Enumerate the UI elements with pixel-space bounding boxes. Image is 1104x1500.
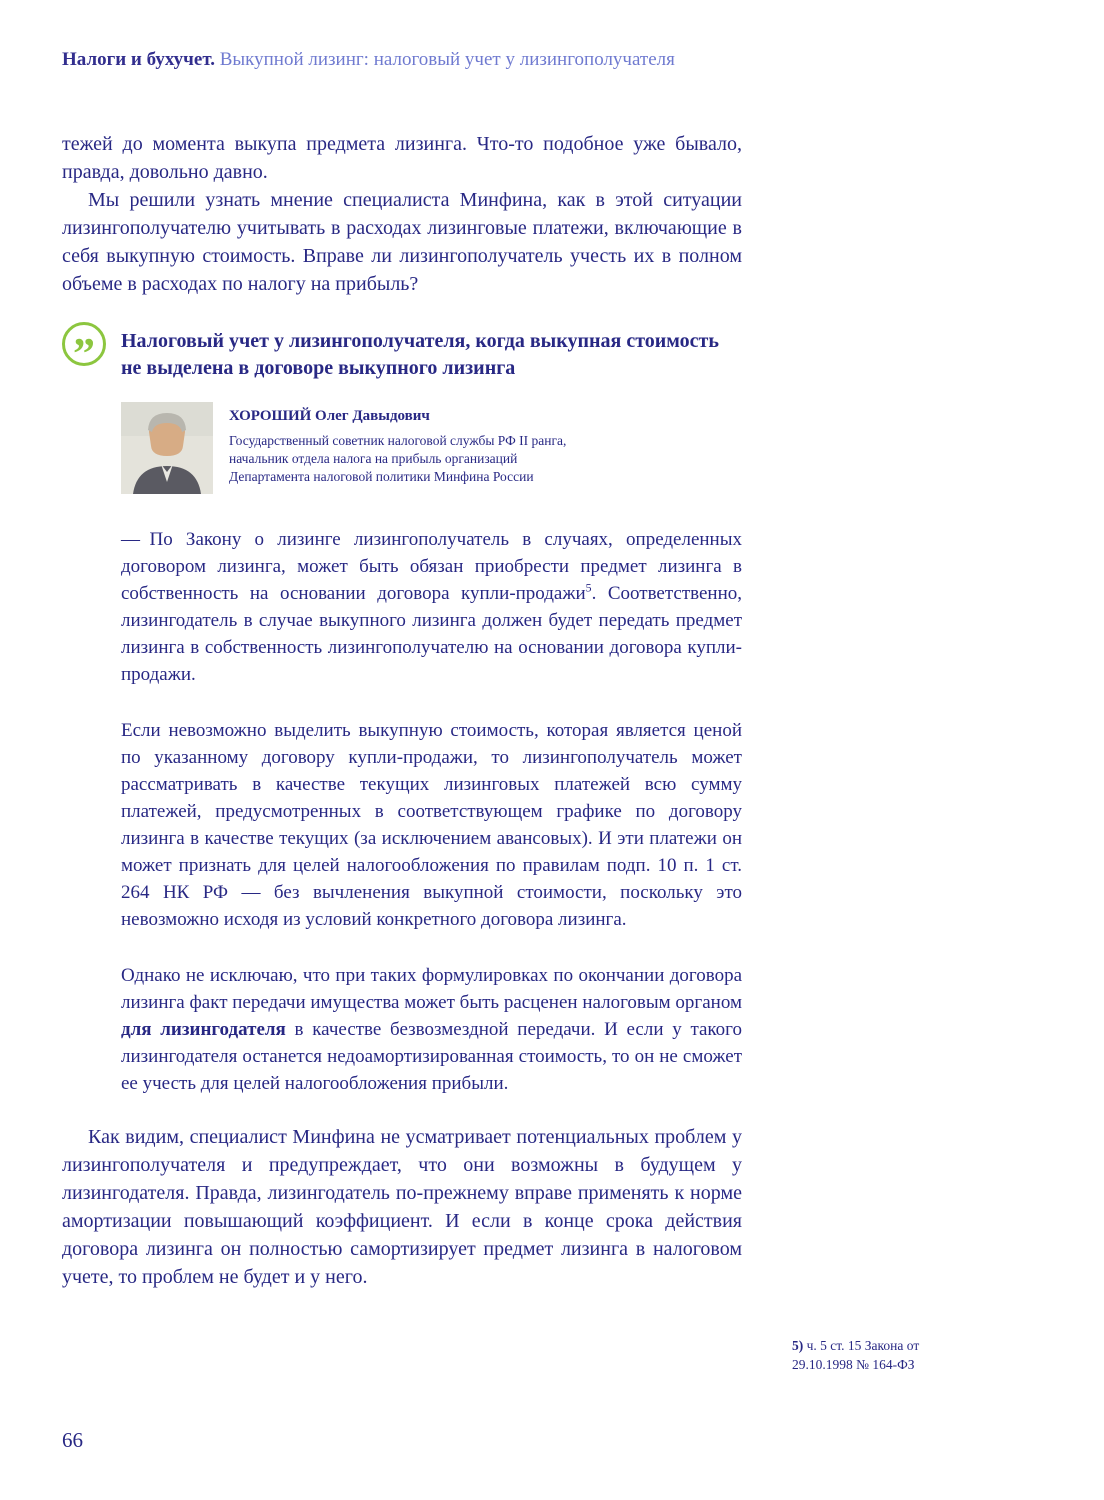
expert-block — [121, 402, 742, 494]
footnote-text: ч. 5 ст. 15 Закона от 29.10.1998 № 164-ФЗ — [792, 1338, 920, 1372]
portrait-placeholder-image — [121, 402, 213, 494]
quote-paragraph-3 — [121, 962, 742, 1097]
footnote-reference-5: 5 — [585, 581, 592, 595]
intro-paragraph-2: Мы решили узнать мнение специалиста Минфина, как в этой ситуации лизингополучателю учитывать в расходах лизинговые платежи, включающие в себя выкупную стоимость. Вправе ли лизингополучатель учесть их в полном объеме в расходах по налогу на прибыль? — [62, 189, 742, 295]
expert-title-line-3: Департамента налоговой политики Минфина России — [229, 469, 534, 484]
running-header — [62, 48, 742, 72]
page-number: 66 — [62, 1428, 83, 1452]
quote-p3-text: Однако не исключаю, что при таких формулировках по окончании договора лизинга факт передачи имущества может быть расценен налоговым органом — [121, 965, 742, 1013]
quote-content — [121, 322, 742, 1097]
quote-icon: ” — [62, 322, 106, 366]
quote-p1-text: — По Закону о лизинге лизингополучатель в случаях, определенных договором лизинга, может быть обязан приобрести предмет лизинга в собственность на основании договора купли-продажи — [121, 529, 742, 604]
expert-title-line-2: начальник отдела налога на прибыль организаций — [229, 451, 518, 466]
quote-p1-text-after: . Соответственно, лизингодатель в случае выкупного лизинга должен будет передать предмет лизинга в собственность лизингополучателю на основании договора купли-продажи. — [121, 583, 743, 685]
footnote — [792, 1336, 950, 1374]
expert-photo — [121, 402, 213, 494]
quote-paragraph-2: Если невозможно выделить выкупную стоимость, которая является ценой по указанному договору купли-продажи, то лизингополучатель может рассматривать в качестве текущих лизинговых платежей всю сумму платежей, предусмотренных в соответствующем графике по договору лизинга в качестве текущих (за исключением авансовых). И эти платежи он может признать для целей налогообложения по правилам подп. 10 п. 1 ст. 264 НК РФ — без вычленения выкупной стоимости, поскольку это невозможно исходя из условий конкретного договора лизинга. — [121, 720, 742, 930]
expert-title-line-1: Государственный советник налоговой службы РФ II ранга, — [229, 433, 567, 448]
closing-paragraph: Как видим, специалист Минфина не усматривает потенциальных проблем у лизингополучателя и предупреждает, что они возможны в будущем у лизингодателя. Правда, лизингодатель по-прежнему вправе применять к норме амортизации повышающий коэффициент. И если в конце срока действия договора лизинга он полностью самортизирует предмет лизинга в налоговом учете, то проблем не будет и у него. — [62, 1126, 742, 1288]
intro-paragraph-1: тежей до момента выкупа предмета лизинга. Что-то подобное уже бывало, правда, довольно давно. — [62, 133, 742, 183]
section-title: Налоги и бухучет. — [62, 49, 215, 70]
quote-heading: Налоговый учет у лизингополучателя, когда выкупная стоимость не выделена в договоре выкупного лизинга — [121, 330, 719, 379]
main-column — [62, 48, 742, 1291]
quote-paragraph-1 — [121, 526, 742, 688]
expert-info — [229, 402, 566, 494]
footnote-marker: 5) — [792, 1338, 804, 1353]
article-title: Выкупной лизинг: налоговый учет у лизингополучателя — [214, 49, 675, 70]
expert-name: ХОРОШИЙ Олег Давыдович — [229, 408, 430, 424]
quote-p3-text-after: в качестве безвозмездной передачи. И если у такого лизингодателя останется недоамортизированная стоимость, то он не сможет ее учесть для целей налогообложения прибыли. — [121, 1019, 742, 1094]
quote-p3-emphasis: для лизингодателя — [121, 1019, 286, 1040]
expert-quote-block — [62, 322, 742, 1097]
